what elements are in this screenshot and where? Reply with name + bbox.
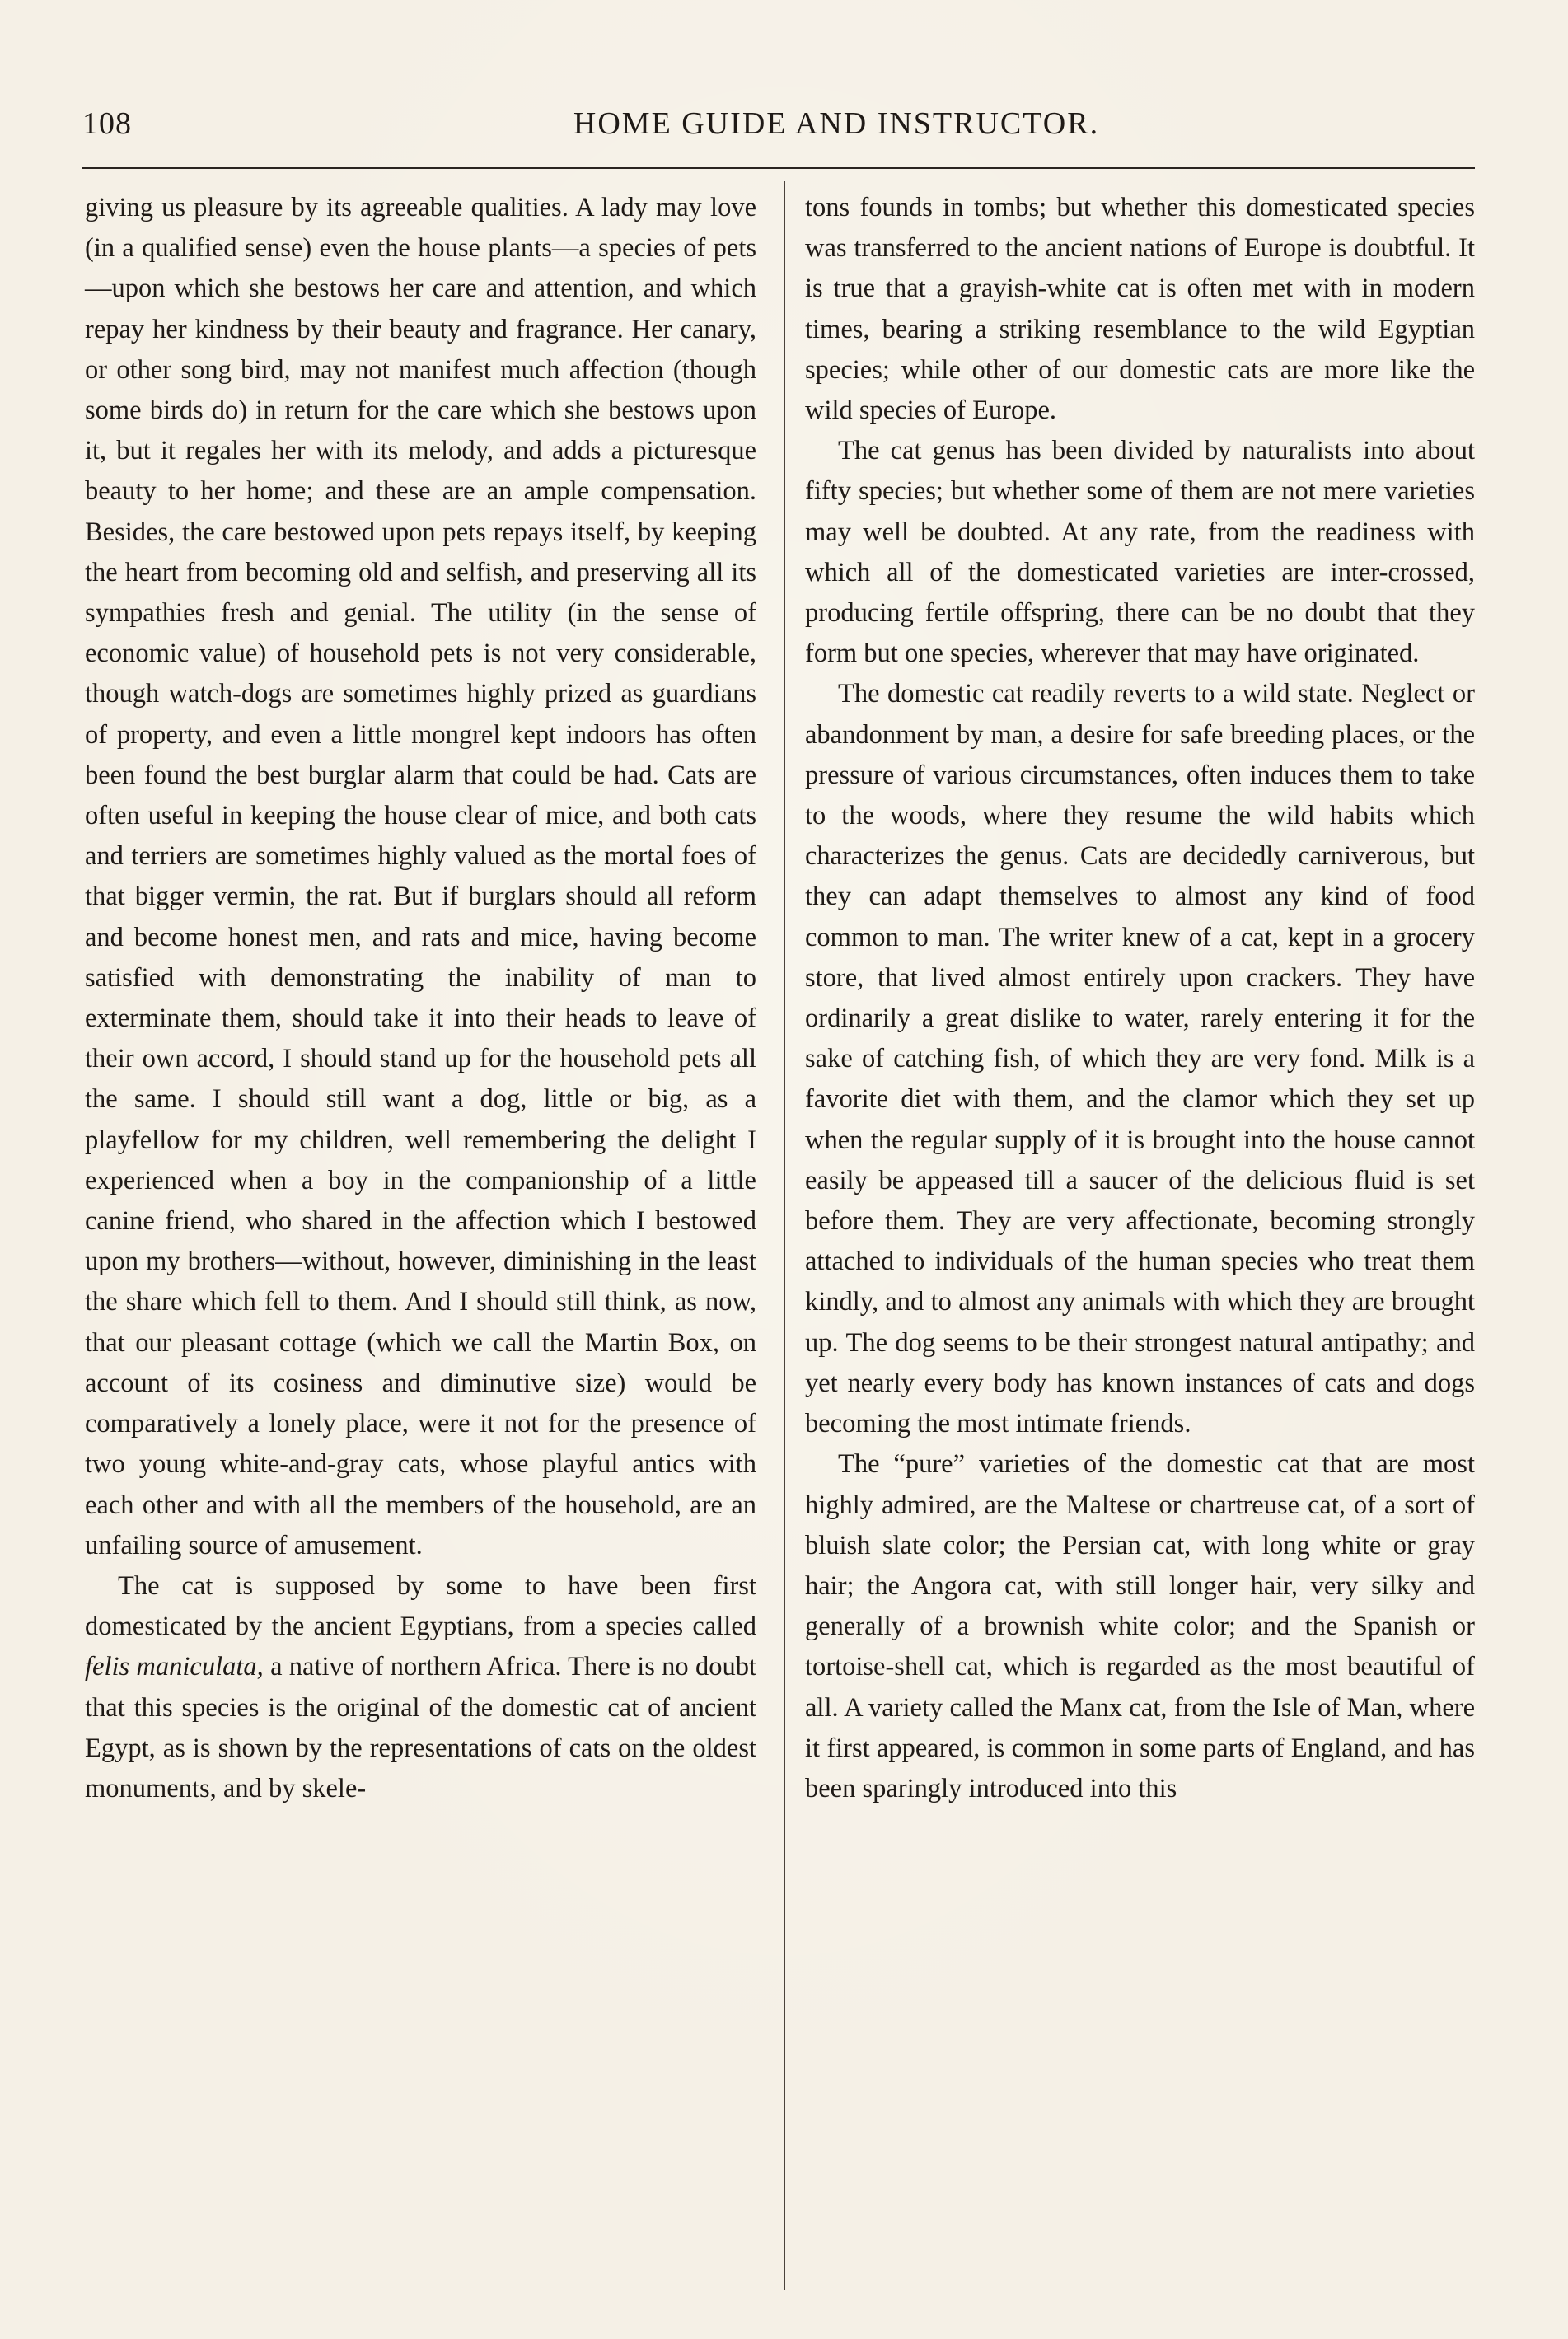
paragraph-domestic-cat: The domestic cat readily reverts to a wild state. Neglect or abandonment by man, a desire for safe breeding places, or the pressure of various circumstances, often induces them to take to the woods, where they resume the wild habits which characterizes the genus. Cats are decidedly carniverous, but they can adapt themselves to almost any kind of food common to man. The writer knew of a cat, kept in a grocery store, that lived almost entirely upon crackers. They have ordinarily a great dislike to water, rarely entering it for the sake of catching fish, of which they are very fond. Milk is a favorite diet with them, and the clamor which they set up when the regular supply of it is brought into the house cannot easily be appeased till a saucer of the delicious fluid is set before them. They are very affectionate, becoming strongly attached to individuals of the human species who treat them kindly, and to almost any animals with which they are brought up. The dog seems to be their strongest natural antipathy; and yet nearly every body has known instances of cats and dogs becoming the most intimate friends. <box>805 679 1475 1439</box>
column-divider <box>784 181 785 2290</box>
header-rule <box>82 167 1475 169</box>
paragraph-cat-origin <box>85 1566 756 1809</box>
paragraph-cat-origin-text-1: The cat is supposed by some to have been first domesticated by the ancient Egyptians, from a species called <box>85 1570 756 1642</box>
page-header <box>82 105 1475 155</box>
paragraph-cat-origin-text-2: a native of northern Africa. There is no doubt that this species is the original of the domestic cat of ancient Egypt, as is shown by the representations of cats on the oldest monuments, and by skele- <box>85 1652 756 1803</box>
paragraph-cat-genus: The cat genus has been divided by naturalists into about fifty species; but whether some of them are not mere varieties may well be doubted. At any rate, from the readiness with which all of the domesticated varieties are inter-crossed, producing fertile offspring, there can be no doubt that they form but one species, wherever that may have originated. <box>805 436 1475 669</box>
right-column <box>805 188 1475 1809</box>
paragraph-egyptian-species: tons founds in tombs; but whether this domesticated species was transferred to the ancient nations of Europe is doubtful. It is true that a grayish-white cat is often met with in modern times, bearing a striking resemblance to the wild Egyptian species; while other of our domestic cats are more like the wild species of Europe. <box>805 193 1475 426</box>
paragraph-cat-varieties: The “pure” varieties of the domestic cat that are most highly admired, are the Maltese or chartreuse cat, of a sort of bluish slate color; the Persian cat, with long white or gray hair; the Angora cat, with still longer hair, very silky and generally of a brownish white color; and the Spanish or tortoise-shell cat, which is regarded as the most beautiful of all. A variety called the Manx cat, from the Isle of Man, where it first appeared, is common in some parts of England, and has been sparingly introduced into this <box>805 1449 1475 1803</box>
species-name: felis maniculata, <box>85 1652 264 1682</box>
page-number: 108 <box>82 106 132 141</box>
paragraph-pets: giving us pleasure by its agreeable qualities. A lady may love (in a qualified sense) even the house plants—a species of pets—upon which she bestows her care and attention, and which repay her kindness by their beauty and fragrance. Her canary, or other song bird, may not manifest much affection (though some birds do) in return for the care which she bestows upon it, but it regales her with its melody, and adds a picturesque beauty to her home; and these are an ample compensation. Besides, the care bestowed upon pets repays itself, by keeping the heart from becoming old and selfish, and preserving all its sympathies fresh and genial. The utility (in the sense of economic value) of household pets is not very considerable, though watch-dogs are sometimes highly prized as guardians of property, and even a little mongrel kept indoors has often been found the best burglar alarm that could be had. Cats are often useful in keeping the house clear of mice, and both cats and terriers are sometimes highly valued as the mortal foes of that bigger vermin, the rat. But if burglars should all reform and become honest men, and rats and mice, having become satisfied with demonstrating the inability of man to exterminate them, should take it into their heads to leave of their own accord, I should stand up for the household pets all the same. I should still want a dog, little or big, as a playfellow for my children, well remembering the delight I experienced when a boy in the companionship of a little canine friend, who shared in the affection which I bestowed upon my brothers—without, however, diminishing in the least the share which fell to them. And I should still think, as now, that our pleasant cottage (which we call the Martin Box, on account of its cosiness and diminutive size) would be comparatively a lonely place, were it not for the presence of two young white-and-gray cats, whose playful antics with each other and with all the members of the household, are an unfailing source of amusement. <box>85 193 756 1560</box>
running-title: HOME GUIDE AND INSTRUCTOR. <box>573 106 1100 141</box>
left-column <box>85 188 756 1809</box>
